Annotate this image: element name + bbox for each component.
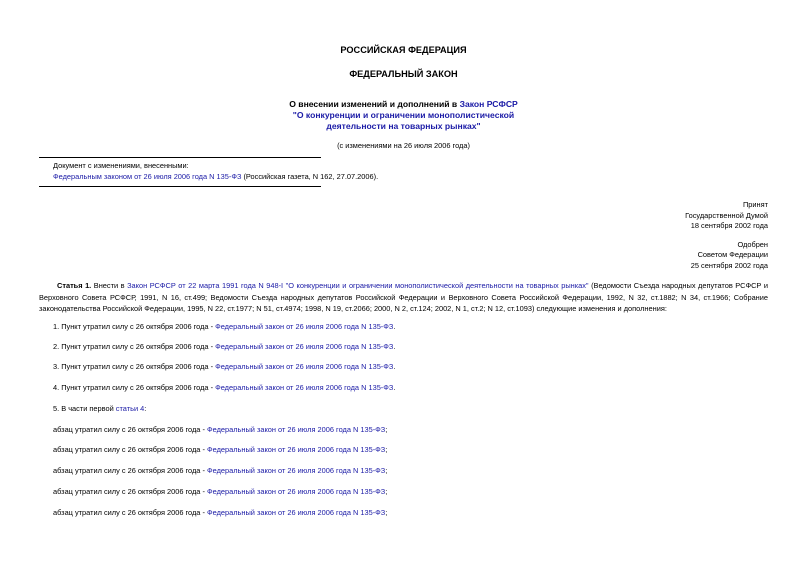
adopted-line3: 18 сентября 2002 года [690,221,768,230]
adopted-line1: Принят [742,200,768,209]
country-heading: РОССИЙСКАЯ ФЕДЕРАЦИЯ [340,45,467,55]
amended-note: (с изменениями на 26 июля 2006 года) [337,141,470,150]
article-1-text-before: Внести в [91,281,128,290]
document-title-line3[interactable]: деятельности на товарных рынках" [326,121,481,131]
list-item-5: 5. В части первой статьи 4: [53,404,147,413]
amendment-law-link[interactable]: Федеральный закон от 26 июля 2006 года N 135-ФЗ [215,362,394,371]
amend-box-bottom-rule [39,186,321,187]
amend-box-line [53,172,378,181]
list-item: 1. Пункт утратил силу с 26 октября 2006 года - Федеральный закон от 26 июля 2006 года N 135-ФЗ. [53,322,396,331]
list-item: абзац утратил силу с 26 октября 2006 года - Федеральный закон от 26 июля 2006 года N 135-ФЗ; [53,487,388,496]
amend-box-law-link[interactable]: Федеральным законом от 26 июля 2006 года N 135-ФЗ [53,172,242,181]
document-title-line2[interactable]: "О конкуренции и ограничении монополистической [292,110,515,120]
approved-line3: 25 сентября 2002 года [690,261,768,270]
list-item: абзац утратил силу с 26 октября 2006 года - Федеральный закон от 26 июля 2006 года N 135-ФЗ; [53,508,388,517]
list-item: абзац утратил силу с 26 октября 2006 года - Федеральный закон от 26 июля 2006 года N 135-ФЗ; [53,425,388,434]
amend-box-source: (Российская газета, N 162, 27.07.2006). [241,172,379,181]
title-prefix: О внесении изменений и дополнений в [289,99,460,109]
list-item: абзац утратил силу с 26 октября 2006 года - Федеральный закон от 26 июля 2006 года N 135-ФЗ; [53,466,388,475]
approved-line1: Одобрен [737,240,768,249]
amendment-law-link[interactable]: Федеральный закон от 26 июля 2006 года N 135-ФЗ [215,322,394,331]
article-4-link[interactable]: статьи 4 [115,404,145,413]
amendment-law-link[interactable]: Федеральный закон от 26 июля 2006 года N 135-ФЗ [207,487,386,496]
title-law-link[interactable]: Закон РСФСР [459,99,518,109]
amendment-law-link[interactable]: Федеральный закон от 26 июля 2006 года N 135-ФЗ [207,425,386,434]
article-1-law-link[interactable]: Закон РСФСР от 22 марта 1991 года N 948-I "О конкуренции и ограничении монополистической деятельности на товарных рынках" [127,281,589,290]
amend-box-label: Документ с изменениями, внесенными: [53,161,189,170]
article-1-paragraph [39,280,768,315]
amend-box-top-rule [39,157,321,158]
amendment-law-link[interactable]: Федеральный закон от 26 июля 2006 года N 135-ФЗ [215,342,394,351]
amendment-law-link[interactable]: Федеральный закон от 26 июля 2006 года N 135-ФЗ [215,383,394,392]
amendment-law-link[interactable]: Федеральный закон от 26 июля 2006 года N 135-ФЗ [207,445,386,454]
list-item: 4. Пункт утратил силу с 26 октября 2006 года - Федеральный закон от 26 июля 2006 года N 135-ФЗ. [53,383,396,392]
list-item: 2. Пункт утратил силу с 26 октября 2006 года - Федеральный закон от 26 июля 2006 года N 135-ФЗ. [53,342,396,351]
article-1-text-after: (Ведомости Съезда народных депутатов РСФСР и Верховного Совета РСФСР, 1991, N 16, ст.499; Ведомости Съезда народных депутатов Российской Федерации и Верховного Совета Российской Федерации, 1992, N 32, ст.1882; N 34, ст.1966; Собрание законодательства Российской Федерации, 1995, N 22, ст.1977; N 51, ст.4974; 1998, N 19, ст.2066; 2000, N 2, ст.124; 2002, N 1, ст.2; N 12, ст.1093) следующие изменения и дополнения: [39,281,769,314]
law-type-heading: ФЕДЕРАЛЬНЫЙ ЗАКОН [349,69,458,79]
list-item: абзац утратил силу с 26 октября 2006 года - Федеральный закон от 26 июля 2006 года N 135-ФЗ; [53,445,388,454]
amendment-law-link[interactable]: Федеральный закон от 26 июля 2006 года N 135-ФЗ [207,466,386,475]
document-title-line1 [0,99,807,110]
amendment-law-link[interactable]: Федеральный закон от 26 июля 2006 года N 135-ФЗ [207,508,386,517]
article-1-label: Статья 1. [57,281,92,290]
list-item: 3. Пункт утратил силу с 26 октября 2006 года - Федеральный закон от 26 июля 2006 года N 135-ФЗ. [53,362,396,371]
adopted-line2: Государственной Думой [685,211,768,220]
approved-line2: Советом Федерации [697,250,768,259]
